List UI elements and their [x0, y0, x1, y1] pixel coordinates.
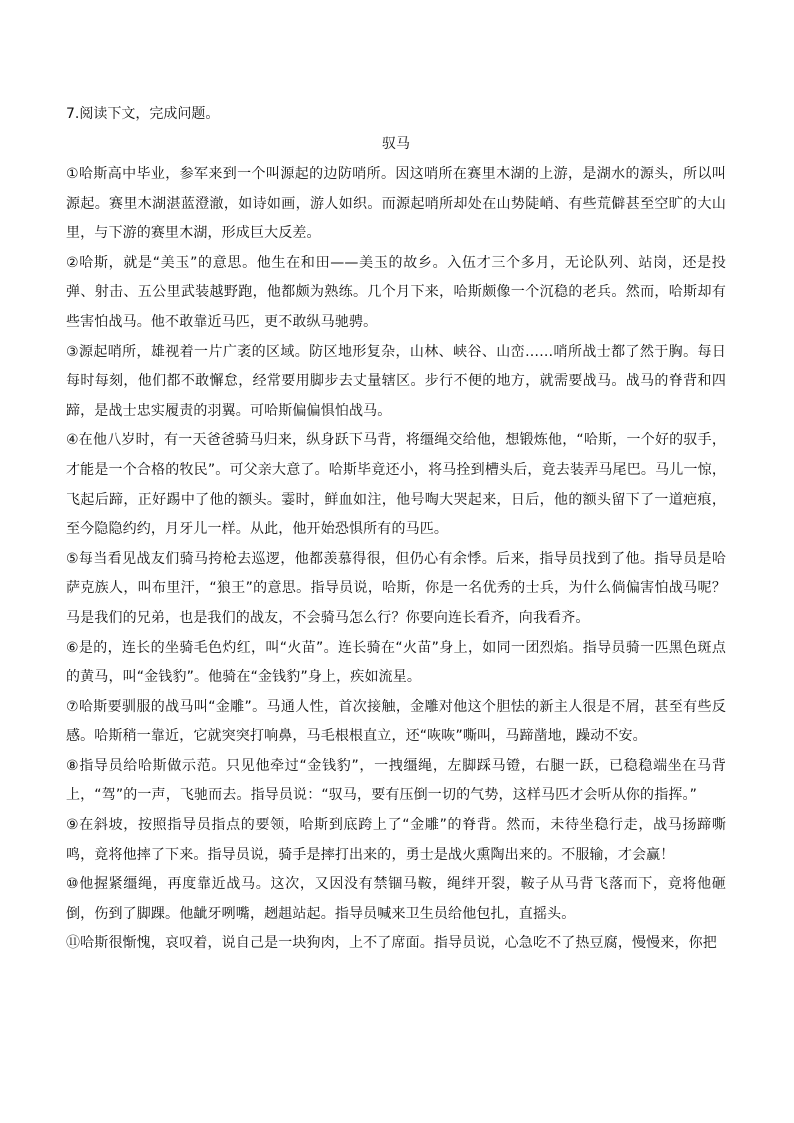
paragraph-11: ⑪哈斯很惭愧，哀叹着，说自己是一块狗肉，上不了席面。指导员说，心急吃不了热豆腐，慢慢来，你把	[66, 935, 717, 952]
paragraph-10: ⑩他握紧缰绳，再度靠近战马。这次，又因没有禁锢马鞍，绳绊开裂，鞍子从马背飞落而下，竟将他砸倒，伤到了脚踝。他龇牙咧嘴，趔趄站起。指导员喊来卫生员给他包扎，直摇头。	[66, 876, 726, 922]
paragraph-7: ⑦哈斯要驯服的战马叫“金雕”。马通人性，首次接触，金雕对他这个胆怯的新主人很是不屑，甚至有些反感。哈斯稍一靠近，它就突突打响鼻，马毛根根直立，还“咴咴”嘶叫，马蹄凿地，躁动不安。	[66, 698, 726, 745]
paragraph-2: ②哈斯，就是“美玉”的意思。他生在和田——美玉的故乡。入伍才三个多月，无论队列、站岗，还是投弹、射击、五公里武装越野跑，他都颇为熟练。几个月下来，哈斯颇像一个沉稳的老兵。然而，哈斯却有些害怕战马。他不敢靠近马匹，更不敢纵马驰骋。	[66, 254, 726, 330]
document-content	[66, 100, 726, 959]
paragraph-6: ⑥是的，连长的坐骑毛色灼红，叫“火苗”。连长骑在“火苗”身上，如同一团烈焰。指导员骑一匹黑色斑点的黄马，叫“金钱豹”。他骑在“金钱豹”身上，疾如流星。	[66, 639, 726, 686]
passage-title: 驭马	[382, 136, 410, 152]
paragraph-4: ④在他八岁时，有一天爸爸骑马归来，纵身跃下马背，将缰绳交给他，想锻炼他，“哈斯，一个好的驭手，才能是一个合格的牧民”。可父亲大意了。哈斯毕竟还小，将马拴到槽头后，竟去装弄马尾巴。马儿一惊，飞起后蹄，正好踢中了他的额头。霎时，鲜血如注，他号啕大哭起来，日后，他的额头留下了一道疤痕，至今隐隐约约，月牙儿一样。从此，他开始恐惧所有的马匹。	[66, 432, 726, 538]
paragraph-3: ③源起哨所，雄视着一片广袤的区域。防区地形复杂，山林、峡谷、山峦……哨所战士都了然于胸。每日每时每刻，他们都不敢懈怠，经常要用脚步去丈量辖区。步行不便的地方，就需要战马。战马的脊背和四蹄，是战士忠实履责的羽翼。可哈斯偏偏惧怕战马。	[66, 343, 726, 419]
paragraph-5: ⑤每当看见战友们骑马挎枪去巡逻，他都羡慕得很，但仍心有余悸。后来，指导员找到了他。指导员是哈萨克族人，叫布里汗，“狼王”的意思。指导员说，哈斯，你是一名优秀的士兵，为什么倘偏害怕战马呢？马是我们的兄弟，也是我们的战友，不会骑马怎么行？你要向连长看齐，向我看齐。	[66, 550, 726, 626]
paragraph-1: ①哈斯高中毕业，参军来到一个叫源起的边防哨所。因这哨所在赛里木湖的上游，是湖水的源头，所以叫源起。赛里木湖湛蓝澄澈，如诗如画，游人如织。而源起哨所却处在山势陡峭、有些荒僻甚至空旷的大山里，与下游的赛里木湖，形成巨大反差。	[66, 166, 726, 242]
paragraph-9: ⑨在斜坡，按照指导员指点的要领，哈斯到底跨上了“金雕”的脊背。然而，未待坐稳行走，战马扬蹄嘶鸣，竟将他摔了下来。指导员说，骑手是摔打出来的，勇士是战火熏陶出来的。不服输，才会赢！	[66, 817, 726, 863]
question-heading: 7.阅读下文，完成问题。	[66, 106, 220, 122]
paragraph-8: ⑧指导员给哈斯做示范。只见他牵过“金钱豹”，一拽缰绳，左脚踩马镫，右腿一跃，已稳稳端坐在马背上，“驾”的一声，飞驰而去。指导员说：“驭马，要有压倒一切的气势，这样马匹才会听从你的指挥。”	[66, 757, 726, 804]
